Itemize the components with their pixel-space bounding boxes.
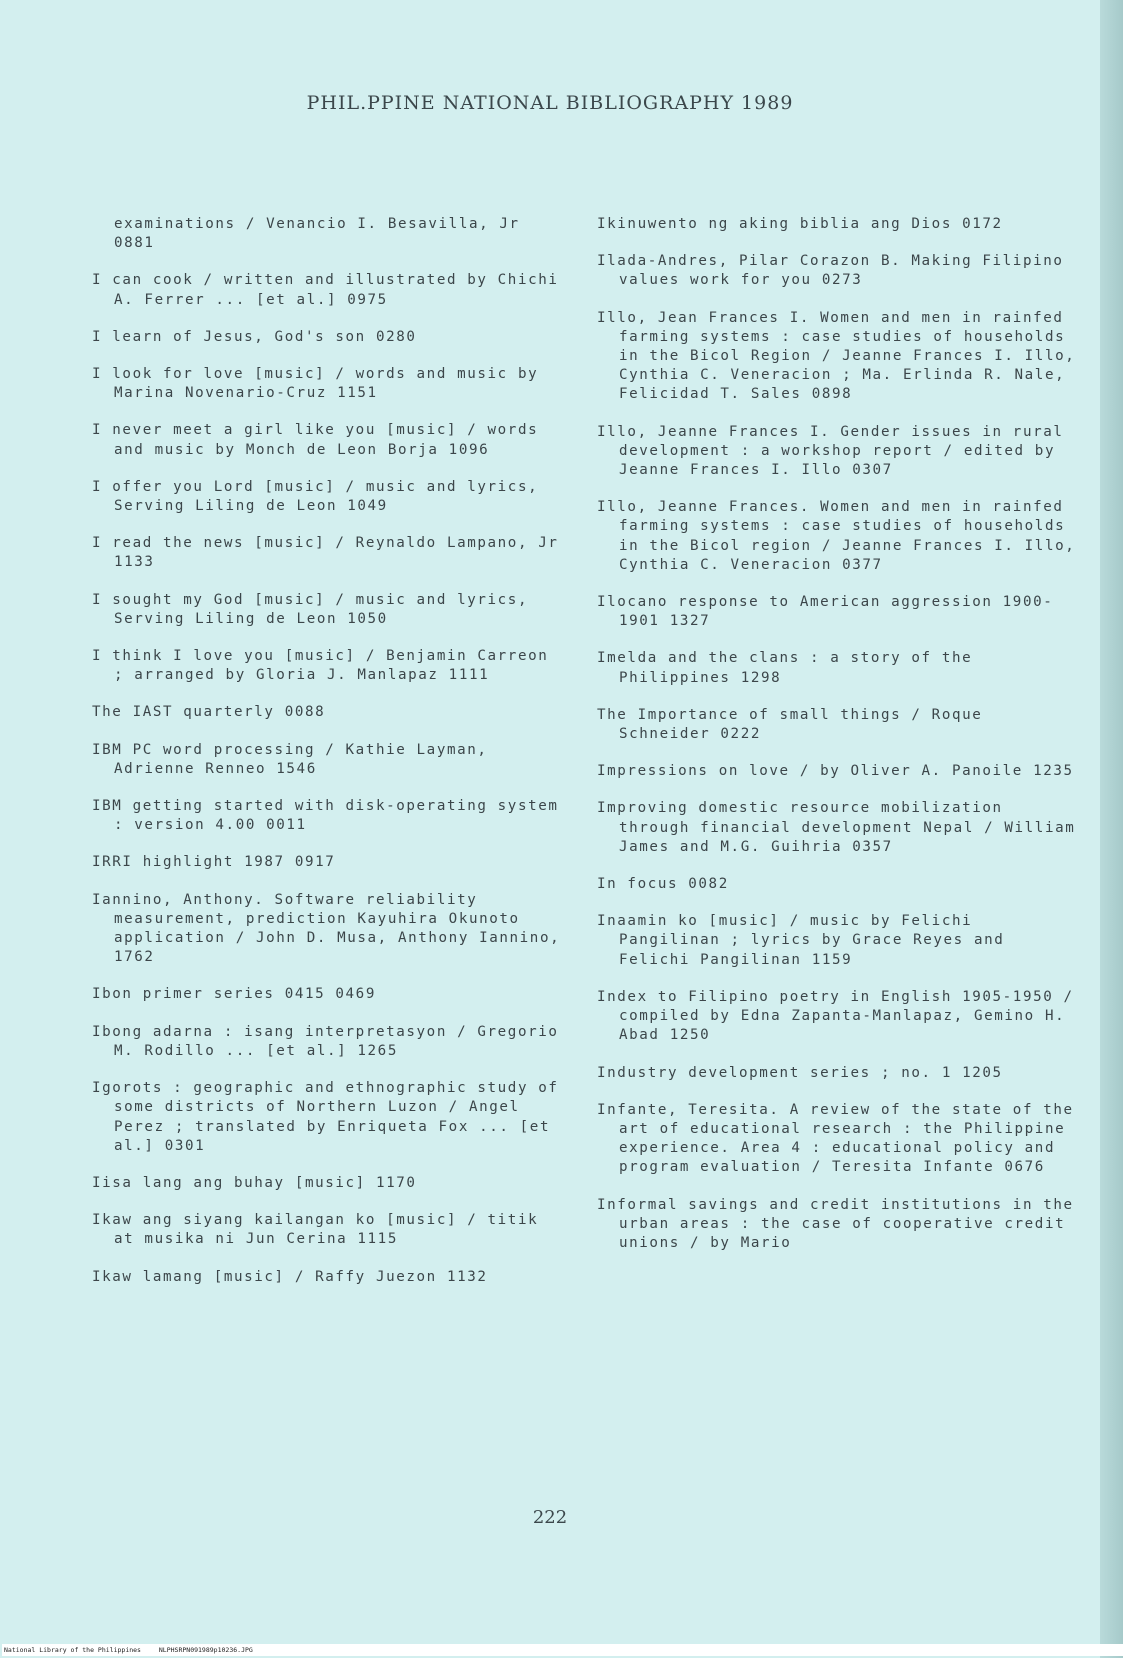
footer-filename: NLPHSRPN091989p10236.JPG (158, 1646, 253, 1654)
bibliography-entry: Industry development series ; no. 1 1205 (597, 1064, 1003, 1081)
bibliography-entry: Imelda and the clans : a story of the Philippines 1298 (597, 650, 973, 686)
bibliography-entry: Infante, Teresita. A review of the state of the art of educational research : the Philippine experience. Area 4 : educational policy and program evaluation / Teresita Infante 0676 (597, 1101, 1074, 1176)
bibliography-entry: Iisa lang ang buhay [music] 1170 (92, 1174, 417, 1191)
bibliography-entry: I never meet a girl like you [music] / words and music by Monch de Leon Borja 1096 (92, 422, 539, 458)
bibliography-entry: I sought my God [music] / music and lyrics, Serving Liling de Leon 1050 (92, 591, 529, 627)
bibliography-entry: Ikinuwento ng aking biblia ang Dios 0172 (597, 216, 1003, 232)
scan-footer (2, 1644, 1123, 1656)
footer-library: National Library of the Philippines (4, 1646, 141, 1654)
right-column (597, 215, 1077, 1271)
bibliography-entry: I look for love [music] / words and music by Marina Novenario-Cruz 1151 (92, 366, 539, 402)
bibliography-entry: Index to Filipino poetry in English 1905-1950 / compiled by Edna Zapanta-Manlapaz, Gemino H. Abad 1250 (597, 988, 1074, 1044)
bibliography-entry: Inaamin ko [music] / music by Felichi Pangilinan ; lyrics by Grace Reyes and Felichi Pangilinan 1159 (597, 913, 1005, 968)
bibliography-entry: Ilada-Andres, Pilar Corazon B. Making Filipino values work for you 0273 (597, 253, 1064, 289)
bibliography-entry: The Importance of small things / Roque Schneider 0222 (597, 706, 983, 743)
bibliography-entry: Illo, Jeanne Frances. Women and men in rainfed farming systems : case studies of households in the Bicol region / Jeanne Frances I. Illo, Cynthia C. Veneracion 0377 (597, 499, 1076, 573)
bibliography-entry: Impressions on love / by Oliver A. Panoile 1235 (597, 763, 1074, 780)
bibliography-entry: Illo, Jeanne Frances I. Gender issues in rural development : a workshop report / edited by Jeanne Frances I. Illo 0307 (597, 423, 1064, 479)
bibliography-entry: Ikaw lamang [music] / Raffy Juezon 1132 (92, 1268, 488, 1285)
bibliography-entry: IRRI highlight 1987 0917 (92, 854, 336, 871)
bibliography-entry: I read the news [music] / Reynaldo Lampano, Jr 1133 (92, 535, 559, 571)
page-running-head: PHIL.PPINE NATIONAL BIBLIOGRAPHY 1989 (306, 92, 794, 114)
bibliography-entry: IBM PC word processing / Kathie Layman, Adrienne Renneo 1546 (92, 741, 488, 777)
page-number: 222 (532, 1507, 568, 1528)
bibliography-entry: I can cook / written and illustrated by Chichi A. Ferrer ... [et al.] 0975 (92, 272, 559, 308)
page-edge-shadow (1100, 0, 1123, 1658)
bibliography-entry: Illo, Jean Frances I. Women and men in rainfed farming systems : case studies of households in the Bicol Region / Jeanne Frances I. Illo, Cynthia C. Veneracion ; Ma. Erlinda R. Nale, Felicidad T. Sales 0898 (597, 309, 1076, 403)
bibliography-entry: Iannino, Anthony. Software reliability measurement, prediction Kayuhira Okunoto application / John D. Musa, Anthony Iannino, 1762 (92, 891, 561, 966)
bibliography-entry: Ibong adarna : isang interpretasyon / Gregorio M. Rodillo ... [et al.] 1265 (92, 1023, 559, 1059)
bibliography-entry: Igorots : geographic and ethnographic study of some districts of Northern Luzon / Angel Perez ; translated by Enriqueta Fox ... [et al.] 0301 (92, 1080, 559, 1154)
bibliography-entry: IBM getting started with disk-operating system : version 4.00 0011 (92, 798, 559, 834)
bibliography-entry: Improving domestic resource mobilization through financial development Nepal / William James and M.G. Guihria 0357 (597, 800, 1076, 855)
bibliography-entry: I learn of Jesus, God's son 0280 (92, 328, 417, 345)
bibliography-entry: Ibon primer series 0415 0469 (92, 986, 376, 1003)
bibliography-entry: Informal savings and credit institutions in the urban areas : the case of cooperative credit unions / by Mario (597, 1196, 1074, 1251)
left-column (92, 215, 562, 1305)
bibliography-entry: In focus 0082 (597, 876, 729, 893)
bibliography-entry: I think I love you [music] / Benjamin Carreon ; arranged by Gloria J. Manlapaz 1111 (92, 648, 549, 684)
bibliography-entry: The IAST quarterly 0088 (92, 704, 326, 721)
bibliography-entry: Ilocano response to American aggression 1900-1901 1327 (597, 594, 1054, 630)
continued-entry: examinations / Venancio I. Besavilla, Jr 0881 (114, 216, 520, 252)
bibliography-entry: Ikaw ang siyang kailangan ko [music] / titik at musika ni Jun Cerina 1115 (92, 1212, 539, 1248)
bibliography-entry: I offer you Lord [music] / music and lyrics, Serving Liling de Leon 1049 (92, 478, 539, 515)
